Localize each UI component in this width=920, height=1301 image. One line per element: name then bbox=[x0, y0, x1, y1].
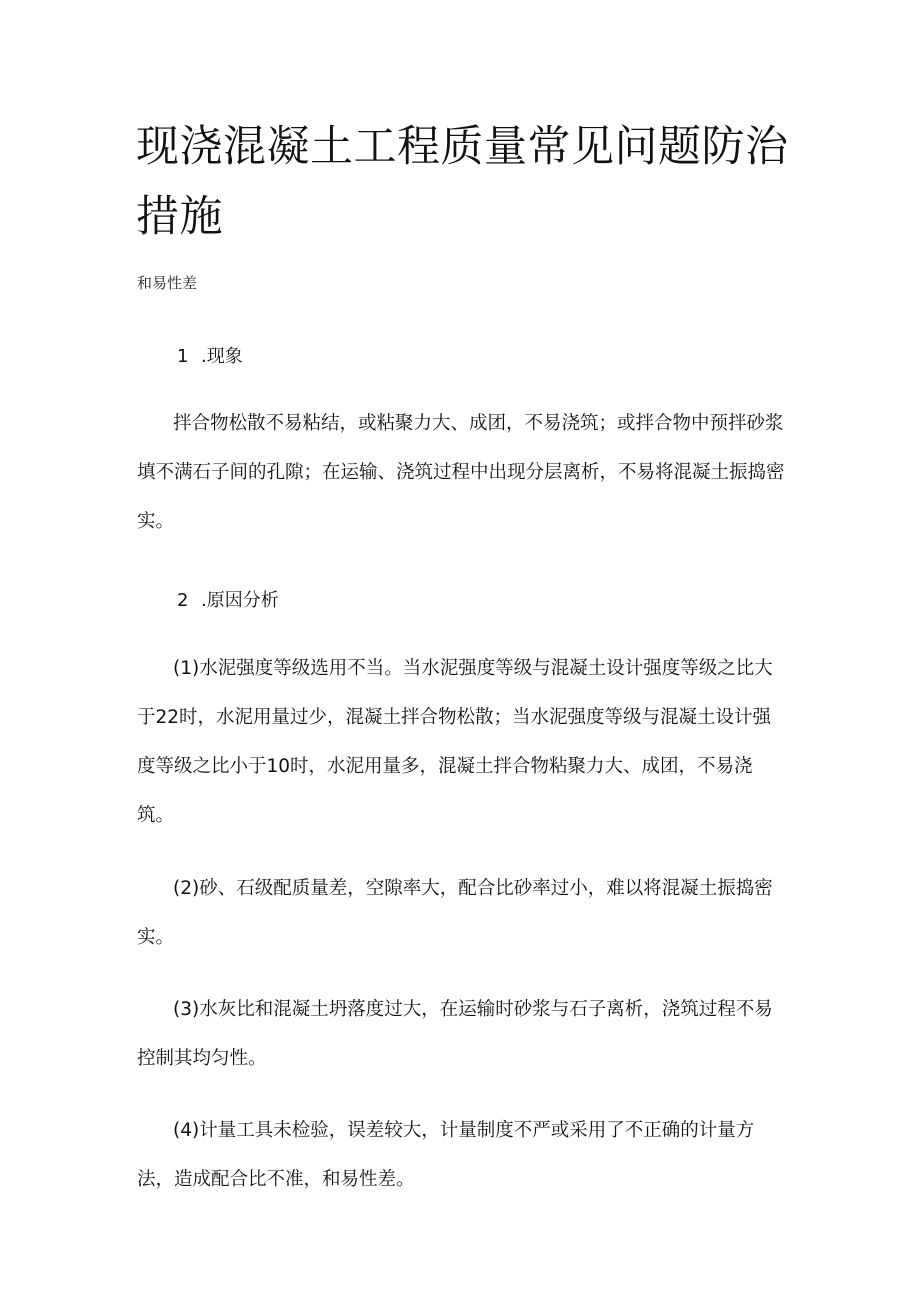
section-heading-cause-analysis bbox=[177, 588, 279, 614]
section-heading-phenomenon bbox=[177, 344, 243, 370]
document-subtitle: 和易性差 bbox=[137, 274, 198, 292]
paragraph-cause-2: (2)砂、石级配质量差，空隙率大，配合比砂率过小，难以将混凝土振捣密实。 bbox=[137, 878, 773, 948]
section-heading-text: .现象 bbox=[201, 346, 243, 367]
paragraph-cause-1: (1)水泥强度等级选用不当。当水泥强度等级与混凝土设计强度等级之比大于22时，水泥用量过少，混凝土拌合物松散；当水泥强度等级与混凝土设计强度等级之比小于10时，水泥用量多，混凝土拌合物粘聚力大、成团，不易浇筑。 bbox=[137, 658, 773, 826]
document-title: 现浇混凝土工程质量常见问题防治措施 bbox=[136, 122, 789, 242]
paragraph-phenomenon: 拌合物松散不易粘结，或粘聚力大、成团，不易浇筑；或拌合物中预拌砂浆填不满石子间的孔隙；在运输、浇筑过程中出现分层离析，不易将混凝土振捣密实。 bbox=[137, 413, 785, 532]
section-number: 1 bbox=[177, 346, 189, 367]
section-number: 2 bbox=[177, 590, 189, 611]
paragraph-cause-3: (3)水灰比和混凝土坍落度过大，在运输时砂浆与石子离析，浇筑过程不易控制其均匀性。 bbox=[137, 999, 773, 1069]
section-heading-text: .原因分析 bbox=[201, 590, 279, 611]
paragraph-cause-4: (4)计量工具未检验，误差较大，计量制度不严或采用了不正确的计量方法，造成配合比不准，和易性差。 bbox=[137, 1120, 755, 1190]
